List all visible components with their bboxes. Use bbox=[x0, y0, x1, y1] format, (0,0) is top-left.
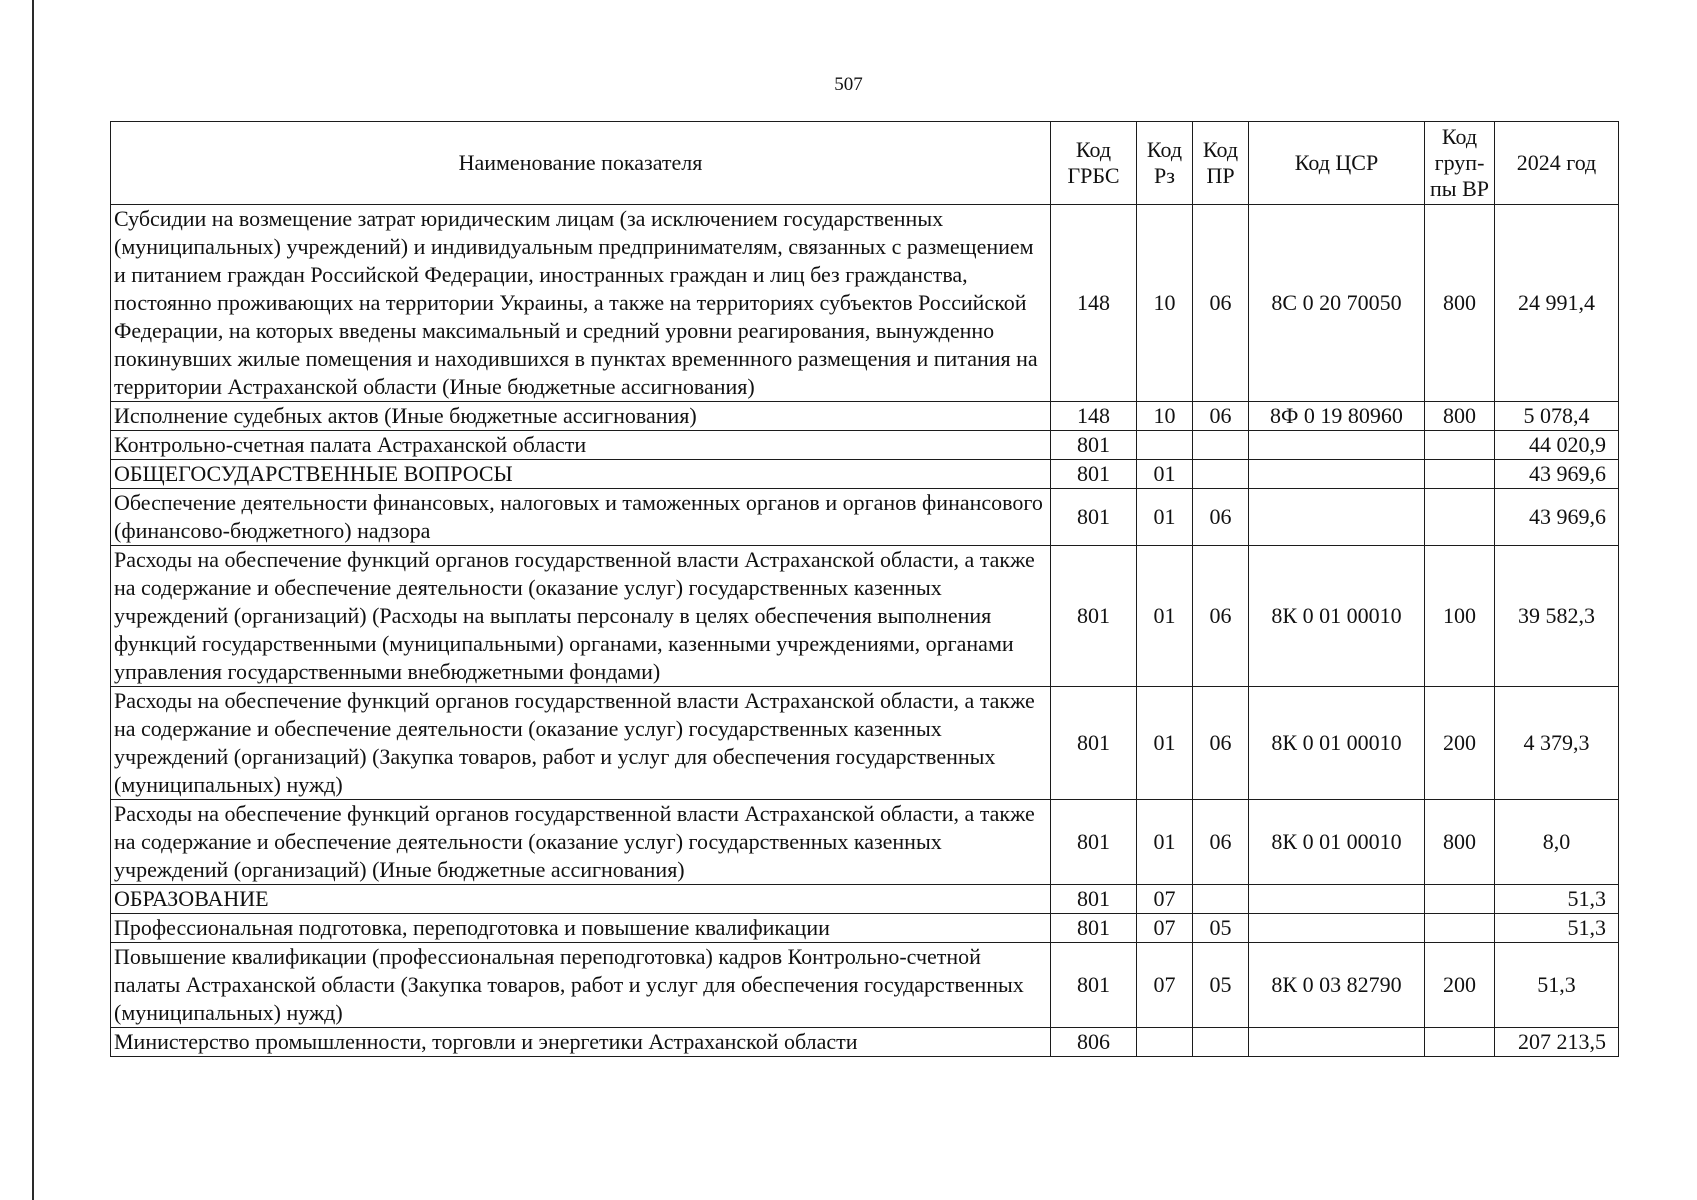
row-grbs: 801 bbox=[1051, 885, 1137, 914]
row-rz: 10 bbox=[1137, 205, 1193, 402]
row-pr: 05 bbox=[1193, 914, 1249, 943]
row-name: ОБЩЕГОСУДАРСТВЕННЫЕ ВОПРОСЫ bbox=[111, 460, 1051, 489]
row-name: Обеспечение деятельности финансовых, налоговых и таможенных органов и органов финансового (финансово-бюджетного) надзора bbox=[111, 489, 1051, 546]
row-pr bbox=[1193, 431, 1249, 460]
row-csr bbox=[1249, 460, 1425, 489]
row-vr bbox=[1425, 489, 1495, 546]
row-pr: 06 bbox=[1193, 546, 1249, 687]
table-row bbox=[111, 687, 1619, 800]
row-csr bbox=[1249, 1028, 1425, 1057]
row-pr bbox=[1193, 1028, 1249, 1057]
row-pr: 06 bbox=[1193, 800, 1249, 885]
table-header-row bbox=[111, 122, 1619, 205]
row-name: Субсидии на возмещение затрат юридическим лицам (за исключением государственных (муниципальных) учреждений) и индивидуальным предпринимателям, связанных с размещением и питанием граждан Российской Федерации, иностранных граждан и лиц без гражданства, постоянно проживающих на территории Украины, а также на территориях субъектов Российской Федерации, на которых введены максимальный и средний уровни реагирования, вынужденно покинувших жилые помещения и находившихся в пунктах временнного размещения и питания на территории Астраханской области (Иные бюджетные ассигнования) bbox=[111, 205, 1051, 402]
row-name: Расходы на обеспечение функций органов государственной власти Астраханской области, а также на содержание и обеспечение деятельности (оказание услуг) государственных казенных учреждений (организаций) (Расходы на выплаты персоналу в целях обеспечения выполнения функций государственными (муниципальными) органами, казенными учреждениями, органами управления государственными внебюджетными фондами) bbox=[111, 546, 1051, 687]
row-name: Профессиональная подготовка, переподготовка и повышение квалификации bbox=[111, 914, 1051, 943]
row-rz: 07 bbox=[1137, 943, 1193, 1028]
row-csr: 8Ф 0 19 80960 bbox=[1249, 402, 1425, 431]
row-pr: 06 bbox=[1193, 489, 1249, 546]
row-amount: 51,3 bbox=[1495, 914, 1619, 943]
row-pr: 05 bbox=[1193, 943, 1249, 1028]
row-grbs: 801 bbox=[1051, 460, 1137, 489]
row-csr bbox=[1249, 914, 1425, 943]
row-csr: 8К 0 01 00010 bbox=[1249, 687, 1425, 800]
row-rz: 01 bbox=[1137, 460, 1193, 489]
row-pr: 06 bbox=[1193, 687, 1249, 800]
row-vr bbox=[1425, 914, 1495, 943]
row-csr: 8К 0 01 00010 bbox=[1249, 546, 1425, 687]
row-rz: 07 bbox=[1137, 914, 1193, 943]
row-name: Расходы на обеспечение функций органов государственной власти Астраханской области, а также на содержание и обеспечение деятельности (оказание услуг) государственных казенных учреждений (организаций) (Иные бюджетные ассигнования) bbox=[111, 800, 1051, 885]
table-row bbox=[111, 546, 1619, 687]
page-number: 507 bbox=[834, 74, 863, 95]
row-amount: 24 991,4 bbox=[1495, 205, 1619, 402]
row-vr bbox=[1425, 460, 1495, 489]
table-row bbox=[111, 885, 1619, 914]
row-amount: 4 379,3 bbox=[1495, 687, 1619, 800]
row-amount: 43 969,6 bbox=[1495, 460, 1619, 489]
row-csr: 8К 0 01 00010 bbox=[1249, 800, 1425, 885]
row-pr: 06 bbox=[1193, 402, 1249, 431]
header-rz: Код Рз bbox=[1137, 122, 1193, 205]
header-grbs: Код ГРБС bbox=[1051, 122, 1137, 205]
row-vr bbox=[1425, 1028, 1495, 1057]
row-csr: 8К 0 03 82790 bbox=[1249, 943, 1425, 1028]
row-rz: 10 bbox=[1137, 402, 1193, 431]
table-row bbox=[111, 402, 1619, 431]
header-vr: Код груп-пы ВР bbox=[1425, 122, 1495, 205]
table-row bbox=[111, 460, 1619, 489]
header-name: Наименование показателя bbox=[111, 122, 1051, 205]
header-pr: Код ПР bbox=[1193, 122, 1249, 205]
table-row bbox=[111, 205, 1619, 402]
row-rz: 01 bbox=[1137, 546, 1193, 687]
row-vr: 200 bbox=[1425, 687, 1495, 800]
row-pr bbox=[1193, 460, 1249, 489]
row-rz: 01 bbox=[1137, 489, 1193, 546]
table-row bbox=[111, 800, 1619, 885]
row-name: Министерство промышленности, торговли и энергетики Астраханской области bbox=[111, 1028, 1051, 1057]
table-row bbox=[111, 489, 1619, 546]
row-name: Расходы на обеспечение функций органов государственной власти Астраханской области, а также на содержание и обеспечение деятельности (оказание услуг) государственных казенных учреждений (организаций) (Закупка товаров, работ и услуг для обеспечения государственных (муниципальных) нужд) bbox=[111, 687, 1051, 800]
row-vr: 800 bbox=[1425, 205, 1495, 402]
row-amount: 207 213,5 bbox=[1495, 1028, 1619, 1057]
row-grbs: 801 bbox=[1051, 546, 1137, 687]
row-name: Исполнение судебных актов (Иные бюджетные ассигнования) bbox=[111, 402, 1051, 431]
row-vr: 800 bbox=[1425, 402, 1495, 431]
row-name: ОБРАЗОВАНИЕ bbox=[111, 885, 1051, 914]
row-csr bbox=[1249, 885, 1425, 914]
row-grbs: 801 bbox=[1051, 489, 1137, 546]
row-amount: 5 078,4 bbox=[1495, 402, 1619, 431]
row-pr bbox=[1193, 885, 1249, 914]
row-grbs: 801 bbox=[1051, 800, 1137, 885]
page-edge-line bbox=[32, 0, 34, 1200]
table-row bbox=[111, 1028, 1619, 1057]
row-rz bbox=[1137, 431, 1193, 460]
row-vr: 200 bbox=[1425, 943, 1495, 1028]
row-grbs: 148 bbox=[1051, 402, 1137, 431]
row-grbs: 148 bbox=[1051, 205, 1137, 402]
row-csr bbox=[1249, 431, 1425, 460]
row-grbs: 806 bbox=[1051, 1028, 1137, 1057]
row-amount: 51,3 bbox=[1495, 943, 1619, 1028]
row-pr: 06 bbox=[1193, 205, 1249, 402]
row-amount: 51,3 bbox=[1495, 885, 1619, 914]
row-vr bbox=[1425, 431, 1495, 460]
row-rz: 07 bbox=[1137, 885, 1193, 914]
table-row bbox=[111, 431, 1619, 460]
row-vr: 100 bbox=[1425, 546, 1495, 687]
row-vr bbox=[1425, 885, 1495, 914]
table-row bbox=[111, 914, 1619, 943]
row-grbs: 801 bbox=[1051, 431, 1137, 460]
row-name: Повышение квалификации (профессиональная переподготовка) кадров Контрольно-счетной палаты Астраханской области (Закупка товаров, работ и услуг для обеспечения государственных (муниципальных) нужд) bbox=[111, 943, 1051, 1028]
row-grbs: 801 bbox=[1051, 943, 1137, 1028]
row-csr bbox=[1249, 489, 1425, 546]
row-rz: 01 bbox=[1137, 687, 1193, 800]
row-name: Контрольно-счетная палата Астраханской области bbox=[111, 431, 1051, 460]
row-amount: 8,0 bbox=[1495, 800, 1619, 885]
row-amount: 43 969,6 bbox=[1495, 489, 1619, 546]
row-vr: 800 bbox=[1425, 800, 1495, 885]
row-grbs: 801 bbox=[1051, 687, 1137, 800]
row-amount: 44 020,9 bbox=[1495, 431, 1619, 460]
row-amount: 39 582,3 bbox=[1495, 546, 1619, 687]
row-grbs: 801 bbox=[1051, 914, 1137, 943]
row-rz bbox=[1137, 1028, 1193, 1057]
table-row bbox=[111, 943, 1619, 1028]
header-csr: Код ЦСР bbox=[1249, 122, 1425, 205]
header-year: 2024 год bbox=[1495, 122, 1619, 205]
row-csr: 8С 0 20 70050 bbox=[1249, 205, 1425, 402]
budget-table bbox=[110, 121, 1619, 1057]
row-rz: 01 bbox=[1137, 800, 1193, 885]
